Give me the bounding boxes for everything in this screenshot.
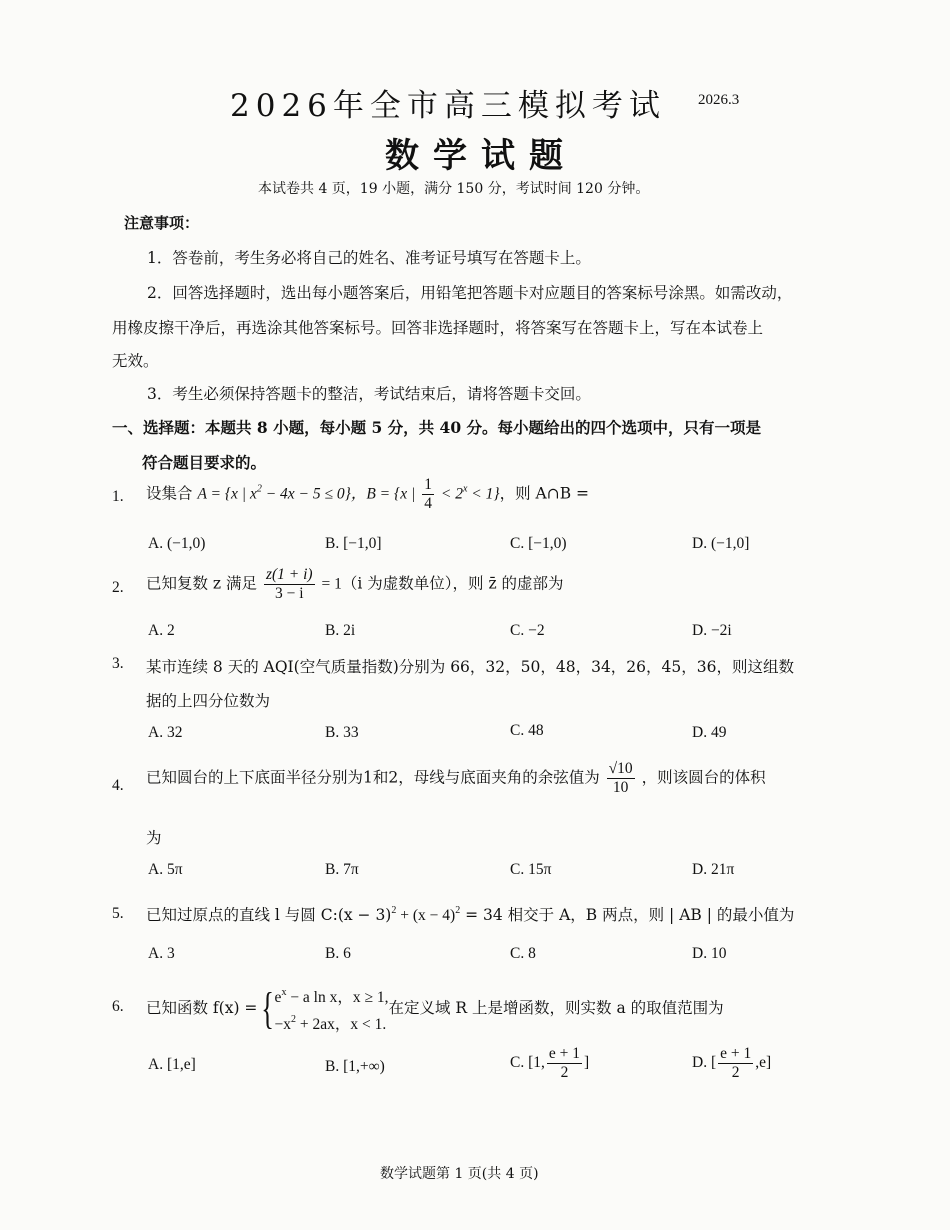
- q2-frac-num: z(1 + i): [265, 566, 313, 583]
- q6-piece-2-exp: 2: [291, 1014, 297, 1025]
- q2-eq: = 1: [321, 575, 342, 593]
- q6-option-d-pre: D. [: [692, 1053, 717, 1071]
- notice-item-2-line-3: 无效。: [112, 352, 159, 370]
- q4-fraction: [607, 760, 635, 797]
- q5-option-c: C. 8: [510, 945, 536, 962]
- q6-prefix: 已知函数 f(x) =: [146, 999, 258, 1017]
- q6-piece-1-base: e: [274, 989, 282, 1006]
- q2-option-c: C. −2: [510, 622, 545, 639]
- q4-option-d: D. 21π: [692, 861, 735, 878]
- q6-option-c-fraction: [547, 1045, 582, 1082]
- q6-piece-2: [275, 1009, 389, 1036]
- q3-option-b: B. 33: [325, 724, 359, 741]
- q1-frac-den: 4: [424, 494, 432, 512]
- q5-exp-2: 2: [455, 905, 461, 916]
- q1-option-d: D. (−1,0]: [692, 535, 750, 552]
- q1-set-a: A = {x | x: [197, 485, 257, 503]
- q1-set-b: ，B = {x |: [350, 485, 416, 503]
- q2-option-b: B. 2i: [325, 622, 356, 639]
- q1-set-b-rest: < 1}: [467, 485, 500, 503]
- q3-option-d: D. 49: [692, 724, 727, 741]
- question-2-stem: [146, 566, 564, 603]
- q6-option-c-den: 2: [560, 1063, 569, 1081]
- q2-option-a: A. 2: [148, 622, 175, 639]
- q4-option-b: B. 7π: [325, 861, 359, 878]
- exam-meta: 本试卷共 4 页，19 小题，满分 150 分，考试时间 120 分钟。: [258, 181, 650, 197]
- q6-option-d-den: 2: [731, 1063, 740, 1081]
- question-5-number: 5.: [112, 905, 124, 922]
- q1-fraction: [422, 476, 434, 513]
- exam-subtitle: 数学试题: [385, 136, 577, 176]
- q6-option-d-num: e + 1: [720, 1045, 752, 1062]
- q2-frac-den: 3 − i: [275, 584, 304, 602]
- q6-option-c-pre: C. [1,: [510, 1053, 545, 1071]
- section-1-heading-cont: 符合题目要求的。: [142, 453, 267, 472]
- notice-item-2-line-2: 用橡皮擦干净后，再选涂其他答案标号。回答非选择题时，将答案写在答题卡上，写在本试卷上: [112, 319, 764, 337]
- q1-option-a: A. (−1,0): [148, 535, 206, 552]
- q4-frac-den: 10: [612, 778, 629, 796]
- question-3-stem-line-1: 某市连续 8 天的 AQI(空气质量指数)分别为 66，32，50，48，34，26，45，36，则这组数: [146, 658, 794, 676]
- exam-title: 2026年全市高三模拟考试: [230, 88, 666, 124]
- q6-option-d: [692, 1045, 771, 1082]
- q6-option-b: B. [1,+∞): [325, 1058, 385, 1075]
- q1-option-c: C. [−1,0): [510, 535, 567, 552]
- question-5-stem: [146, 903, 794, 925]
- q1-set-a-rest: − 4x − 5 ≤ 0}: [261, 485, 351, 503]
- notice-item-1: 1．答卷前，考生务必将自己的姓名、准考证号填写在答题卡上。: [147, 249, 591, 267]
- q2-fraction: [264, 566, 315, 603]
- q6-piece-2-base: −x: [274, 1016, 292, 1033]
- q5-option-b: B. 6: [325, 945, 351, 962]
- question-3-number: 3.: [112, 655, 124, 672]
- q2-suffix: （i 为虚数单位），则 z̄ 的虚部为: [341, 574, 564, 593]
- q4-text-a: 已知圆台的上下底面半径分别为1和2，母线与底面夹角的余弦值为: [146, 768, 600, 787]
- q4-option-a: A. 5π: [148, 861, 183, 878]
- q6-piece-2-rest: + 2ax，x < 1.: [296, 1016, 387, 1033]
- question-1-stem: [146, 476, 589, 513]
- notice-item-3: 3．考生必须保持答题卡的整洁，考试结束后，请将答题卡交回。: [147, 385, 591, 403]
- question-6-number: 6.: [112, 998, 124, 1015]
- q6-option-c-num: e + 1: [548, 1045, 580, 1062]
- question-3-stem-line-2: 据的上四分位数为: [146, 692, 271, 710]
- q4-frac-num: √10: [608, 760, 633, 777]
- question-4-stem-line-1: [146, 760, 766, 797]
- q1-suffix: ，则 A∩B =: [499, 484, 590, 503]
- q6-option-d-post: ,e]: [755, 1053, 772, 1071]
- q1-frac-num: 1: [424, 476, 432, 493]
- q6-piece-1-exp: x: [281, 987, 287, 998]
- q3-option-a: A. 32: [148, 724, 183, 741]
- q6-option-c: [510, 1045, 589, 1082]
- q1-prefix: 设集合: [146, 484, 193, 503]
- q6-piece-1: [275, 982, 389, 1009]
- q6-pieces: [275, 982, 389, 1036]
- notice-item-2-line-1: 2．回答选择题时，选出每小题答案后，用铅笔把答题卡对应题目的答案标号涂黑。如需改动，: [147, 284, 793, 302]
- q5-text-b: + (x − 4): [396, 907, 456, 924]
- q2-option-d: D. −2i: [692, 622, 732, 639]
- q4-option-c: C. 15π: [510, 861, 552, 878]
- question-4-stem-line-2: 为: [146, 829, 162, 847]
- question-6-stem: [146, 982, 724, 1036]
- q1-set-a-exp: 2: [256, 483, 262, 495]
- q5-option-d: D. 10: [692, 945, 727, 962]
- question-2-number: 2.: [112, 579, 124, 596]
- q6-option-a: A. [1,e]: [148, 1056, 196, 1073]
- question-1-number: 1.: [112, 488, 124, 505]
- q5-exp-1: 2: [391, 905, 397, 916]
- section-1-heading: 一、选择题：本题共 8 小题，每小题 5 分，共 40 分。每小题给出的四个选项中，只有一项是: [112, 418, 762, 437]
- q6-option-d-fraction: [718, 1045, 753, 1082]
- q5-text-a: 已知过原点的直线 l 与圆 C:(x − 3): [146, 906, 392, 924]
- q6-brace: {: [261, 984, 275, 1033]
- q5-option-a: A. 3: [148, 945, 175, 962]
- question-4-number: 4.: [112, 777, 124, 794]
- q6-suffix: 在定义域 R 上是增函数，则实数 a 的取值范围为: [388, 999, 724, 1017]
- q3-option-c: C. 48: [510, 722, 544, 739]
- page-footer: 数学试题第 1 页(共 4 页): [380, 1166, 539, 1182]
- q2-prefix: 已知复数 z 满足: [146, 574, 258, 593]
- q1-set-b-exp: x: [462, 483, 468, 495]
- exam-date: 2026.3: [698, 92, 740, 108]
- notice-heading: 注意事项：: [124, 214, 200, 232]
- q1-option-b: B. [−1,0]: [325, 535, 382, 552]
- q4-text-b: ，则该圆台的体积: [641, 768, 766, 787]
- q6-piece-1-rest: − a ln x，x ≥ 1,: [286, 989, 389, 1006]
- q1-set-b-mid: < 2: [440, 485, 463, 503]
- q6-option-c-post: ]: [584, 1053, 590, 1071]
- q5-text-c: = 34 相交于 A，B 两点，则 | AB | 的最小值为: [460, 906, 795, 924]
